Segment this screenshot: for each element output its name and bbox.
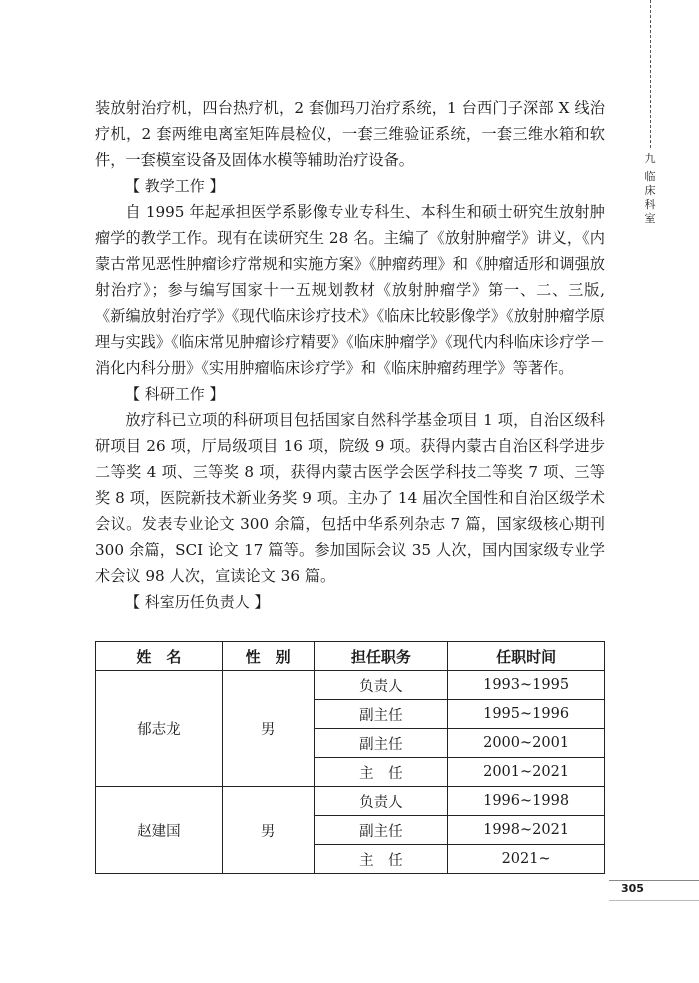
- equipment-paragraph: 装放射治疗机，四台热疗机，2 套伽玛刀治疗系统，1 台西门子深部 X 线治疗机，2 套两维电离室矩阵晨检仪，一套三维验证系统，一套三维水箱和软件，一套模室设备及固体水模等辅助治疗设备。: [95, 99, 605, 169]
- chapter-side-label: [641, 152, 659, 226]
- role-period: 1998~2021: [448, 816, 605, 845]
- research-heading: 【 科研工作 】: [125, 385, 225, 403]
- role-period: 2000~2001: [448, 729, 605, 758]
- person-name: 郁志龙: [96, 671, 223, 787]
- role-title: 副主任: [314, 729, 448, 758]
- role-title: 负责人: [314, 787, 448, 816]
- role-period: 1996~1998: [448, 787, 605, 816]
- teaching-heading: 【 教学工作 】: [125, 177, 225, 195]
- teaching-paragraph: 自 1995 年起承担医学系影像专业专科生、本科生和硕士研究生放射肿瘤学的教学工作。现有在读研究生 28 名。主编了《放射肿瘤学》讲义，《内蒙古常见恶性肿瘤诊疗常规和实施方案》《肿瘤药理》和《肿瘤适形和调强放射治疗》；参与编写国家十一五规划教材《放射肿瘤学》第一、二、三版,《新编放射治疗学》《现代临床诊疗技术》《临床比较影像学》《放射肿瘤学原理与实践》《临床常见肿瘤诊疗精要》《临床肿瘤学》《现代内科临床诊疗学－消化内科分册》《实用肿瘤临床诊疗学》和《临床肿瘤药理学》等著作。: [95, 203, 605, 377]
- person-name: 赵建国: [96, 787, 223, 874]
- page-body: [95, 95, 605, 615]
- research-paragraph: 放疗科已立项的科研项目包括国家自然科学基金项目 1 项，自治区级科研项目 26 项，厅局级项目 16 项，院级 9 项。获得内蒙古自治区科学进步二等奖 4 项、三等奖 8 项，获得内蒙古医学会医学科技二等奖 7 项、三等奖 8 项，医院新技术新业务奖 9 项。主办了 14 届次全国性和自治区级学术会议。发表专业论文 300 余篇，包括中华系列杂志 7 篇，国家级核心期刊 300 余篇，SCI 论文 17 篇等。参加国际会议 35 人次，国内国家级专业学术会议 98 人次，宣读论文 36 篇。: [95, 411, 605, 585]
- page-number-underline: [609, 900, 699, 901]
- person-gender: 男: [222, 671, 314, 787]
- header-gender: 性 别: [222, 642, 314, 671]
- chapter-char: 科: [644, 198, 656, 211]
- leaders-table: [95, 641, 605, 874]
- role-period: 2021~: [448, 845, 605, 874]
- role-period: 2001~2021: [448, 758, 605, 787]
- chapter-char: 室: [644, 212, 656, 225]
- margin-dashed-line: [650, 0, 651, 148]
- leaders-heading: 【 科室历任负责人 】: [125, 593, 270, 611]
- header-name: 姓 名: [96, 642, 223, 671]
- role-period: 1993~1995: [448, 671, 605, 700]
- chapter-char: 床: [644, 184, 656, 197]
- person-gender: 男: [222, 787, 314, 874]
- table-header-row: [96, 642, 605, 671]
- role-title: 主 任: [314, 758, 448, 787]
- table-row: [96, 671, 605, 700]
- role-title: 副主任: [314, 816, 448, 845]
- chapter-number: 九: [644, 152, 656, 165]
- role-period: 1995~1996: [448, 700, 605, 729]
- header-role: 担任职务: [314, 642, 448, 671]
- role-title: 主 任: [314, 845, 448, 874]
- role-title: 负责人: [314, 671, 448, 700]
- chapter-char: 临: [644, 170, 656, 183]
- header-period: 任职时间: [448, 642, 605, 671]
- page-number: 305: [609, 880, 699, 896]
- table-row: [96, 787, 605, 816]
- role-title: 副主任: [314, 700, 448, 729]
